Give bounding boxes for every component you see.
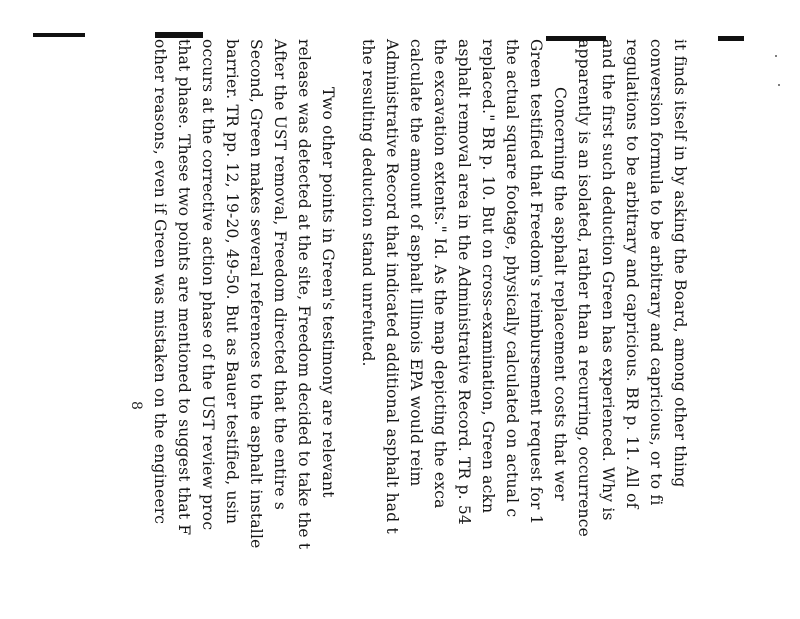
text-line: calculate the amount of asphalt Illinois EPA would reim xyxy=(407,39,425,487)
text-line: Administrative Record that indicated additional asphalt had t xyxy=(383,39,401,534)
text-line: and the first such deduction Green has experienced. Why is xyxy=(599,39,617,521)
text-line: regulations to be arbitrary and capricious. BR p. 11. All of xyxy=(623,39,641,509)
text-line: replaced." BR p. 10. But on cross-examination, Green ackn xyxy=(479,39,497,514)
speck xyxy=(778,84,780,86)
text-line: Green testified that Freedom's reimbursement request for 1 xyxy=(527,39,545,525)
text-line: conversion formula to be arbitrary and capricious, or to fi xyxy=(647,39,665,506)
text-line: the excavation extents." Id. As the map depicting the exca xyxy=(431,39,449,509)
text-line: Concerning the asphalt replacement costs that wer xyxy=(551,87,569,501)
text-line: Two other points in Green's testimony are relevant xyxy=(319,87,337,498)
text-line: release was detected at the site, Freedom decided to take the t xyxy=(295,39,313,550)
speck xyxy=(775,55,777,57)
text-line: that phase. These two points are mentioned to suggest that F xyxy=(175,39,193,536)
text-line: the resulting deduction stand unrefuted. xyxy=(359,39,377,367)
text-line: After the UST removal, Freedom directed that the entire s xyxy=(271,39,289,510)
text-line: apparently is an isolated, rather than a recurring, occurrence xyxy=(575,39,593,537)
text-line: other reasons, even if Green was mistaken on the engineerc xyxy=(151,39,169,525)
text-line: it finds itself in by asking the Board, among other thing xyxy=(671,39,689,488)
text-line: the actual square footage, physically calculated on actual c xyxy=(503,39,521,518)
text-line: barrier. TR pp. 12, 19-20, 49-50. But as Bauer testified, usin xyxy=(223,39,241,525)
text-line: occurs at the corrective action phase of the UST review proc xyxy=(199,39,217,531)
page-number: 8 xyxy=(128,401,144,410)
text-line: asphalt removal area in the Administrative Record. TR p. 54 xyxy=(455,39,473,525)
text-line: Second, Green makes several references to the asphalt installe xyxy=(247,39,265,549)
rotated-document-page xyxy=(40,0,760,619)
